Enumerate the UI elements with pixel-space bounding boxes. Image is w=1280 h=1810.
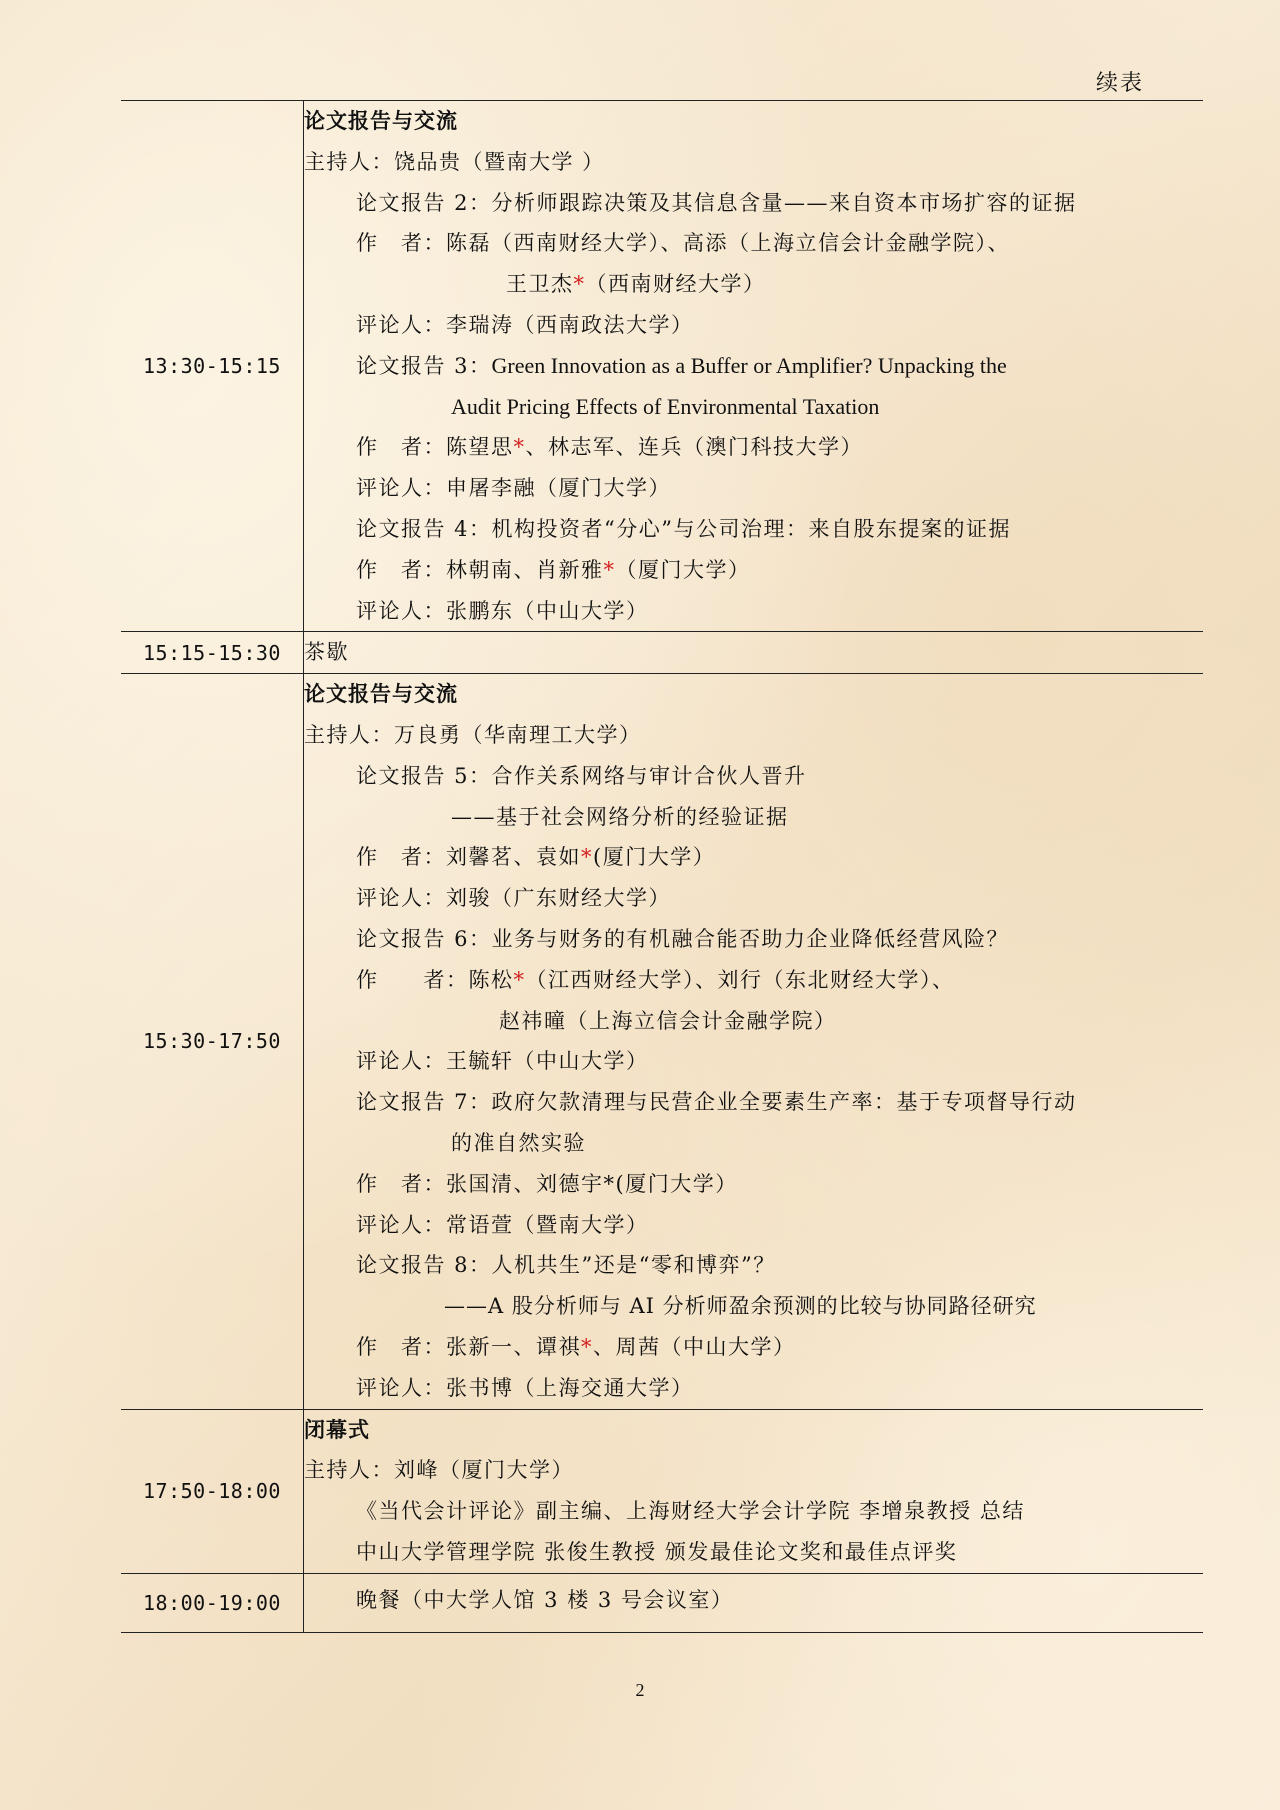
session-host: 主持人：万良勇（华南理工大学） — [304, 722, 642, 747]
continued-label: 续表 — [1095, 71, 1144, 96]
author-names-rest: 、周茜（中山大学） — [593, 1334, 796, 1359]
corresponding-author-mark: * — [581, 1334, 593, 1359]
paper-authors — [304, 960, 1203, 1001]
author-names: 作 者：张国清、刘德宇 — [356, 1171, 604, 1196]
paper-title-en-cont: Audit Pricing Effects of Environmental Taxation — [451, 393, 880, 419]
session-content — [304, 1409, 1204, 1573]
corresponding-author-mark: * — [581, 845, 593, 870]
paper-reviewer: 评论人：李瑞涛（西南政法大学） — [356, 312, 694, 337]
paper-title-cont: ——基于社会网络分析的经验证据 — [451, 804, 789, 829]
paper-authors — [304, 1164, 1203, 1205]
author-name: 作 者：林朝南、肖新雅 — [356, 557, 604, 582]
corresponding-author-mark: * — [513, 967, 526, 992]
author-names-rest: 、林志军、连兵（澳门科技大学） — [525, 435, 863, 460]
paper-authors — [304, 427, 1203, 468]
paper-reviewer: 评论人：刘骏（广东财经大学） — [356, 886, 671, 911]
paper-title-en: Green Innovation as a Buffer or Amplifier? Unpacking the — [491, 352, 1007, 378]
closing-summary: 《当代会计评论》副主编、上海财经大学会计学院 李增泉教授 总结 — [356, 1499, 1025, 1524]
paper-title: 论文报告 7：政府欠款清理与民营企业全要素生产率：基于专项督导行动 — [356, 1090, 1077, 1115]
session-title: 论文报告与交流 — [304, 108, 458, 133]
paper-authors-cont: 赵祎曈（上海立信会计金融学院） — [499, 1008, 837, 1033]
session-row-5 — [121, 1573, 1203, 1632]
session-host: 主持人：饶品贵（暨南大学 ） — [304, 149, 605, 174]
session-time: 13:30-15:15 — [121, 101, 304, 632]
paper-reviewer: 评论人：王毓轩（中山大学） — [356, 1049, 649, 1074]
corresponding-author-mark: * — [573, 272, 586, 297]
author-names: 作 者：张新一、谭祺 — [356, 1334, 581, 1359]
paper-reviewer: 评论人：张鹏东（中山大学） — [356, 598, 649, 623]
session-row-3 — [121, 674, 1203, 1409]
session-host: 主持人：刘峰（厦门大学） — [304, 1458, 574, 1483]
tea-break-label: 茶歇 — [304, 640, 349, 665]
author-names: 作 者：刘馨茗、袁如 — [356, 845, 581, 870]
author-affiliation: （厦门大学） — [615, 557, 751, 582]
paper-label: 论文报告 3： — [356, 353, 492, 378]
paper-authors-cont — [304, 264, 1203, 305]
corresponding-author-mark: * — [513, 435, 526, 460]
paper-reviewer: 评论人：张书博（上海交通大学） — [356, 1375, 694, 1400]
paper-title-cont — [304, 387, 1203, 428]
session-time: 17:50-18:00 — [121, 1409, 304, 1573]
author-name: 作 者：陈松 — [356, 967, 514, 992]
paper-title-cont: 的准自然实验 — [451, 1130, 586, 1155]
closing-awards: 中山大学管理学院 张俊生教授 颁发最佳论文奖和最佳点评奖 — [356, 1539, 958, 1564]
paper-authors: 作 者：陈磊（西南财经大学）、高添（上海立信会计金融学院）、 — [356, 231, 1010, 256]
session-row-2 — [121, 632, 1203, 674]
paper-title: 论文报告 2：分析师跟踪决策及其信息含量——来自资本市场扩容的证据 — [356, 190, 1077, 215]
corresponding-author-mark: * — [603, 1171, 616, 1196]
author-affiliation: (厦门大学） — [593, 845, 716, 870]
session-row-1 — [121, 101, 1203, 632]
author-name: 作 者：陈望思 — [356, 435, 514, 460]
author-name: 王卫杰 — [506, 272, 574, 297]
paper-title — [304, 346, 1203, 387]
paper-title: 论文报告 8：人机共生”还是“零和博弈”？ — [356, 1253, 776, 1278]
corresponding-author-mark: * — [603, 557, 616, 582]
paper-title: 论文报告 6：业务与财务的有机融合能否助力企业降低经营风险？ — [356, 926, 1010, 951]
page-number: 2 — [635, 1680, 645, 1700]
session-title: 论文报告与交流 — [304, 681, 458, 707]
dinner-label: 晚餐（中大学人馆 3 楼 3 号会议室） — [356, 1587, 734, 1612]
session-content — [304, 1573, 1204, 1632]
paper-title: 论文报告 4：机构投资者“分心”与公司治理：来自股东提案的证据 — [356, 516, 1012, 541]
author-affiliation: (厦门大学） — [615, 1171, 738, 1196]
paper-reviewer: 评论人：常语萱（暨南大学） — [356, 1212, 649, 1237]
schedule-table — [121, 100, 1203, 1633]
author-affiliation: （江西财经大学）、刘行（东北财经大学）、 — [525, 967, 955, 992]
paper-title: 论文报告 5：合作关系网络与审计合伙人晋升 — [356, 763, 807, 788]
paper-authors — [304, 1327, 1203, 1368]
paper-title-cont: ——A 股分析师与 AI 分析师盈余预测的比较与协同路径研究 — [444, 1294, 1037, 1319]
session-content — [304, 632, 1204, 674]
session-time: 18:00-19:00 — [121, 1573, 304, 1632]
session-content — [304, 674, 1204, 1409]
session-time: 15:30-17:50 — [121, 674, 304, 1409]
paper-authors — [304, 837, 1203, 878]
paper-authors — [304, 550, 1203, 591]
author-affiliation: （西南财经大学） — [585, 272, 766, 297]
paper-reviewer: 评论人：申屠李融（厦门大学） — [356, 476, 671, 501]
session-time: 15:15-15:30 — [121, 632, 304, 674]
session-row-4 — [121, 1409, 1203, 1573]
session-title: 闭幕式 — [304, 1416, 370, 1442]
session-content — [304, 101, 1204, 632]
